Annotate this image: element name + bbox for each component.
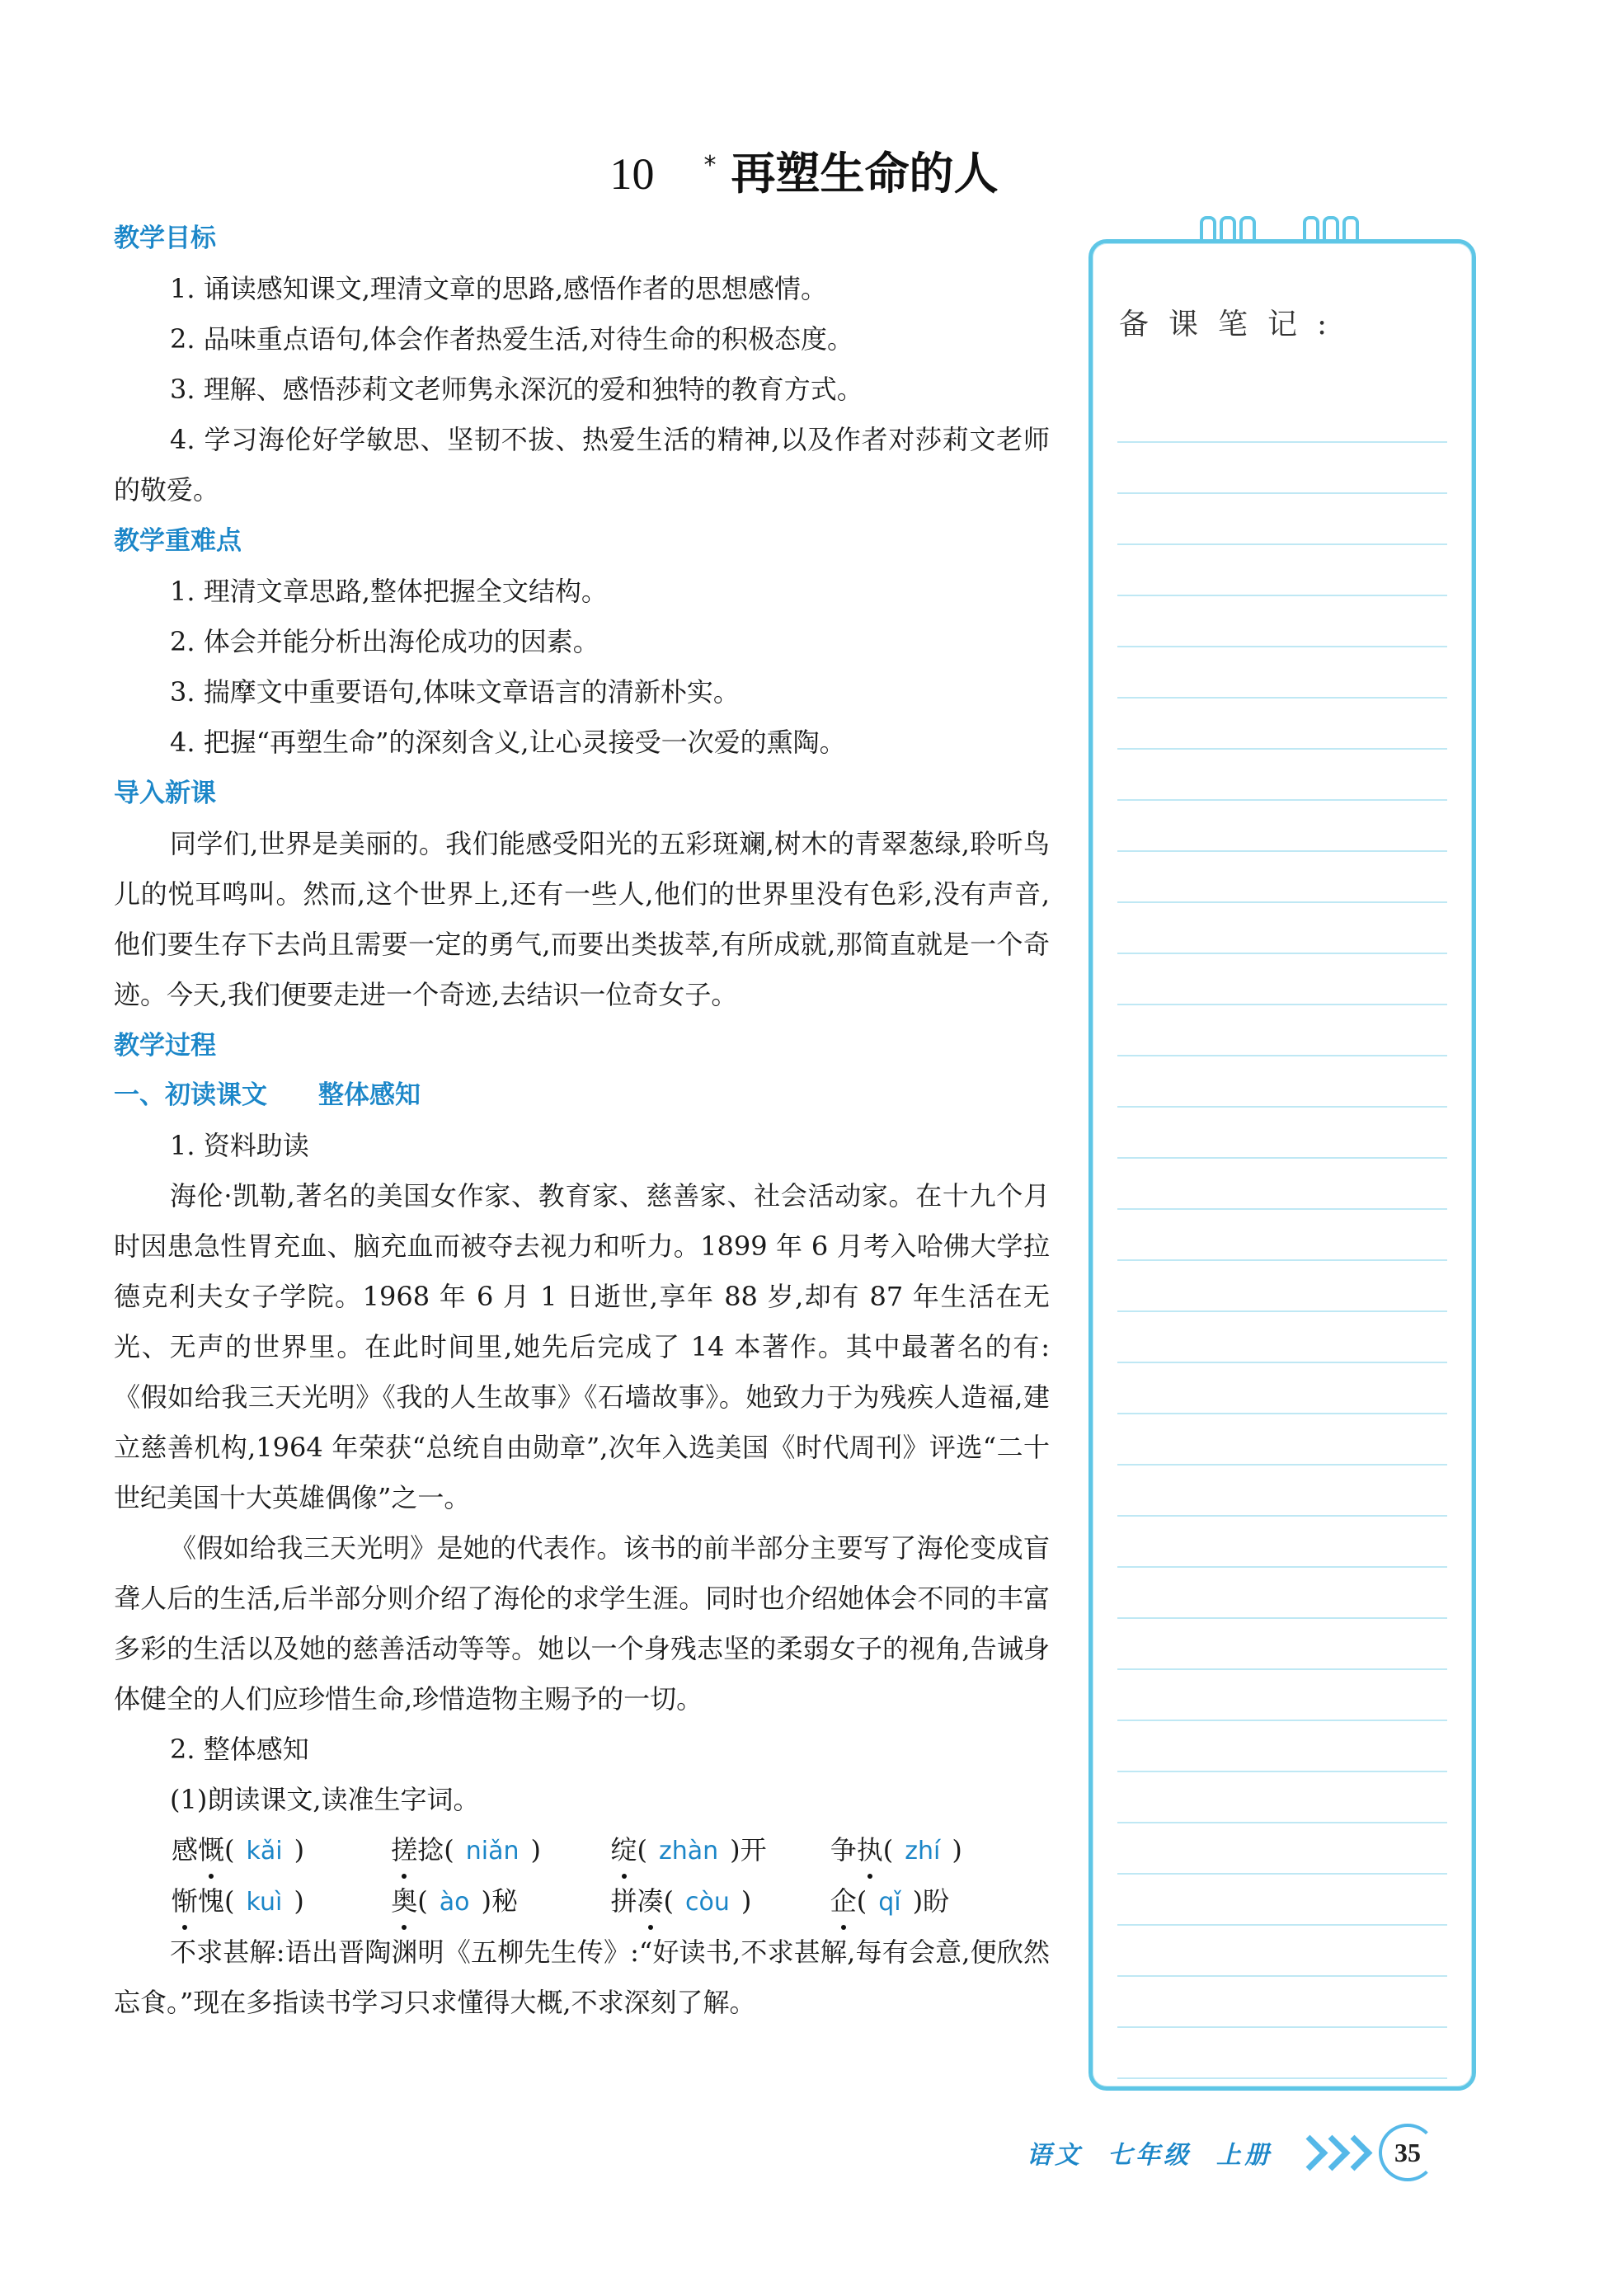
page-number: 35 xyxy=(1379,2124,1436,2181)
page-footer xyxy=(1027,2124,1436,2181)
vocabulary-word: 绽( zhàn )开 xyxy=(611,1825,830,1876)
note-line xyxy=(1117,750,1447,801)
pinyin: qǐ xyxy=(878,1888,901,1917)
vocabulary-word: 拼凑( còu ) xyxy=(611,1876,830,1927)
key-point-item: 3. 揣摩文中重要语句,体味文章语言的清新朴实。 xyxy=(170,676,740,708)
chevron-right-icon xyxy=(1297,2140,1364,2166)
note-line xyxy=(1117,1466,1447,1517)
goals-heading: 教学目标 xyxy=(114,223,216,253)
process-heading: 教学过程 xyxy=(114,1031,216,1061)
goal-item: 4. 学习海伦好学敏思、坚韧不拔、热爱生活的精神,以及作者对莎莉文老师的敬爱。 xyxy=(114,424,1050,506)
note-line xyxy=(1117,1823,1447,1875)
note-line xyxy=(1117,596,1447,647)
subsection-label: (1)朗读课文,读准生字词。 xyxy=(170,1784,480,1815)
note-line xyxy=(1117,1108,1447,1159)
lesson-notes-panel xyxy=(1088,239,1476,2091)
pinyin: zhí xyxy=(905,1837,941,1866)
note-line xyxy=(1117,1977,1447,2028)
vocabulary-word: 企( qǐ )盼 xyxy=(830,1876,1050,1927)
note-line xyxy=(1117,1721,1447,1772)
key-points-heading: 教学重难点 xyxy=(114,526,242,556)
vocabulary-word: 搓捻( niǎn ) xyxy=(391,1825,610,1876)
lesson-number: 10 xyxy=(609,149,655,199)
biography-paragraph: 《假如给我三天光明》是她的代表作。该书的前半部分主要写了海伦变成盲聋人后的生活,后半部分则介绍了海伦的求学生涯。同时也介绍她体会不同的丰富多彩的生活以及她的慈善活动等等。她以一个身残志坚的柔弱女子的视角,告诫身体健全的人们应珍惜生命,珍惜造物主赐予的一切。 xyxy=(114,1532,1050,1715)
pinyin: còu xyxy=(685,1888,730,1917)
note-line xyxy=(1117,1619,1447,1670)
vocabulary-word: 感慨( kǎi ) xyxy=(172,1825,391,1876)
pinyin: kuì xyxy=(246,1888,283,1917)
key-point-item: 1. 理清文章思路,整体把握全文结构。 xyxy=(170,576,608,607)
note-line xyxy=(1117,1005,1447,1056)
grade-label: 七年级 xyxy=(1107,2141,1192,2170)
notes-lines xyxy=(1117,392,1447,2079)
note-line xyxy=(1117,903,1447,954)
note-line xyxy=(1117,443,1447,494)
note-line xyxy=(1117,2028,1447,2079)
subject-label: 语文 xyxy=(1027,2141,1083,2170)
note-line xyxy=(1117,1261,1447,1312)
vocabulary-word: 争执( zhí ) xyxy=(830,1825,1050,1876)
intro-heading: 导入新课 xyxy=(114,779,216,808)
note-line xyxy=(1117,1056,1447,1108)
key-point-item: 2. 体会并能分析出海伦成功的因素。 xyxy=(170,626,599,657)
key-point-item: 4. 把握“再塑生命”的深刻含义,让心灵接受一次爱的熏陶。 xyxy=(170,727,846,758)
vocabulary-row xyxy=(114,1825,1050,1876)
note-line xyxy=(1117,1312,1447,1363)
vocabulary-row xyxy=(114,1876,1050,1927)
volume-label: 上册 xyxy=(1216,2141,1272,2170)
note-line xyxy=(1117,1363,1447,1414)
note-line xyxy=(1117,1159,1447,1210)
note-line xyxy=(1117,801,1447,852)
note-line xyxy=(1117,392,1447,443)
note-line xyxy=(1117,1772,1447,1823)
note-line xyxy=(1117,545,1447,596)
main-content xyxy=(114,213,1050,2028)
note-line xyxy=(1117,1568,1447,1619)
vocabulary-word: 奥( ào )秘 xyxy=(391,1876,610,1927)
note-line xyxy=(1117,494,1447,545)
lesson-title-text: 再塑生命的人 xyxy=(731,148,999,200)
note-line xyxy=(1117,852,1447,903)
subsection-label: 2. 整体感知 xyxy=(170,1734,309,1765)
note-line xyxy=(1117,699,1447,750)
pinyin: zhàn xyxy=(659,1837,719,1866)
notes-title: 备课笔记: xyxy=(1119,308,1347,341)
goal-item: 2. 品味重点语句,体会作者热爱生活,对待生命的积极态度。 xyxy=(170,323,854,355)
note-line xyxy=(1117,1875,1447,1926)
optional-star-icon: * xyxy=(703,151,717,180)
note-line xyxy=(1117,1210,1447,1261)
note-line xyxy=(1117,1926,1447,1977)
pinyin: ào xyxy=(439,1888,470,1917)
note-line xyxy=(1117,1414,1447,1466)
pinyin: kǎi xyxy=(246,1837,283,1866)
goal-item: 1. 诵读感知课文,理清文章的思路,感悟作者的思想感情。 xyxy=(170,273,828,304)
note-line xyxy=(1117,647,1447,699)
note-line xyxy=(1117,1670,1447,1721)
goal-item: 3. 理解、感悟莎莉文老师隽永深沉的爱和独特的教育方式。 xyxy=(170,374,863,405)
biography-paragraph: 海伦·凯勒,著名的美国女作家、教育家、慈善家、社会活动家。在十九个月时因患急性胃充血、脑充血而被夺去视力和听力。1899 年 6 月考入哈佛大学拉德克利夫女子学院。1968 年 6 月 1 日逝世,享年 88 岁,却有 87 年生活在无光、无声的世界里。在此时间里,她先后完成了 14 本著作。其中最著名的有:《假如给我三天光明》《我的人生故事》《石墙故事》。她致力于为残疾人造福,建立慈善机构,1964 年荣获“总统自由勋章”,次年入选美国《时代周刊》评选“二十世纪美国十大英雄偶像”之一。 xyxy=(114,1180,1050,1513)
section-heading: 一、初读课文 整体感知 xyxy=(114,1080,421,1110)
subsection-label: 1. 资料助读 xyxy=(170,1130,309,1161)
intro-text: 同学们,世界是美丽的。我们能感受阳光的五彩斑斓,树木的青翠葱绿,聆听鸟儿的悦耳鸣叫。然而,这个世界上,还有一些人,他们的世界里没有色彩,没有声音,他们要生存下去尚且需要一定的勇气,而要出类拔萃,有所成就,那简直就是一个奇迹。今天,我们便要走进一个奇迹,去结识一位奇女子。 xyxy=(114,828,1050,1010)
note-line xyxy=(1117,1517,1447,1568)
vocabulary-word: 惭愧( kuì ) xyxy=(172,1876,391,1927)
pinyin: niǎn xyxy=(465,1837,520,1866)
definition-paragraph: 不求甚解:语出晋陶渊明《五柳先生传》:“好读书,不求甚解,每有会意,便欣然忘食。”现在多指读书学习只求懂得大概,不求深刻了解。 xyxy=(114,1936,1050,2018)
lesson-title xyxy=(0,139,1608,202)
note-line xyxy=(1117,954,1447,1005)
book-label xyxy=(1027,2134,1297,2171)
